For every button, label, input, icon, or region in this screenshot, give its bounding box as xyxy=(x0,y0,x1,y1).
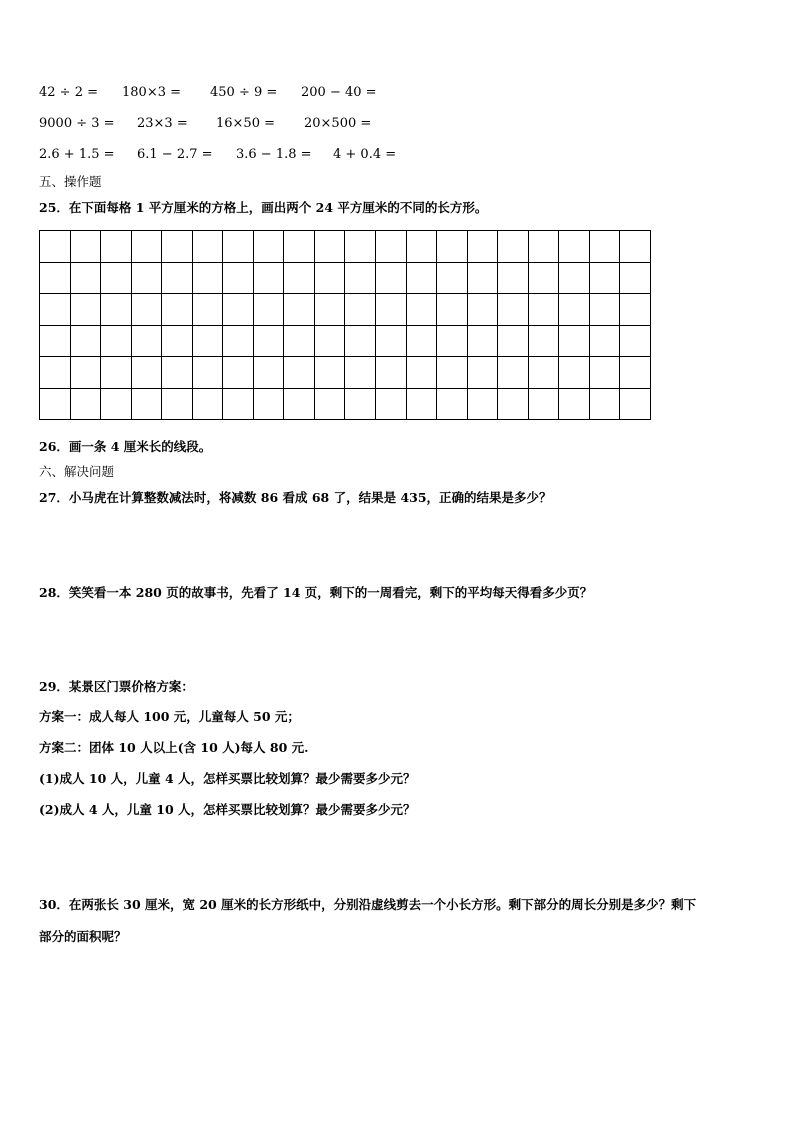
grid-cell[interactable] xyxy=(101,326,132,358)
grid-cell[interactable] xyxy=(193,357,224,389)
grid-cell[interactable] xyxy=(40,357,71,389)
grid-cell[interactable] xyxy=(376,263,407,295)
grid-cell[interactable] xyxy=(254,263,285,295)
grid-cell[interactable] xyxy=(315,326,346,358)
grid-cell[interactable] xyxy=(101,263,132,295)
grid-cell[interactable] xyxy=(498,389,529,421)
grid-cell[interactable] xyxy=(223,294,254,326)
calc-item: 9000 ÷ 3 = xyxy=(39,116,115,131)
grid-cell[interactable] xyxy=(40,294,71,326)
calc-item: 3.6 − 1.8 = xyxy=(236,147,312,162)
grid-cell[interactable] xyxy=(468,326,499,358)
grid-cell[interactable] xyxy=(284,294,315,326)
grid-cell[interactable] xyxy=(193,389,224,421)
grid-cell[interactable] xyxy=(590,357,621,389)
grid-cell[interactable] xyxy=(529,389,560,421)
grid-cell[interactable] xyxy=(468,294,499,326)
question-29-sub2: (2)成人 4 人，儿童 10 人，怎样买票比较划算？最少需要多少元？ xyxy=(39,802,416,817)
grid-cell[interactable] xyxy=(498,294,529,326)
grid-cell[interactable] xyxy=(620,263,651,295)
grid-cell[interactable] xyxy=(40,389,71,421)
grid-cell[interactable] xyxy=(132,326,163,358)
calc-item: 16×50 = xyxy=(216,116,276,131)
question-26: 26．画一条 4 厘米长的线段。 xyxy=(39,439,212,454)
grid-cell[interactable] xyxy=(40,231,71,263)
grid-cell[interactable] xyxy=(437,231,468,263)
grid-cell[interactable] xyxy=(162,389,193,421)
grid-cell[interactable] xyxy=(71,263,102,295)
grid-cell[interactable] xyxy=(345,326,376,358)
grid-cell[interactable] xyxy=(193,294,224,326)
grid-cell[interactable] xyxy=(590,263,621,295)
grid-cell[interactable] xyxy=(193,326,224,358)
grid-cell[interactable] xyxy=(315,294,346,326)
grid-cell[interactable] xyxy=(620,357,651,389)
calc-item: 180×3 = xyxy=(122,85,182,100)
grid-cell[interactable] xyxy=(162,231,193,263)
grid-cell[interactable] xyxy=(315,231,346,263)
grid-cell[interactable] xyxy=(132,263,163,295)
section-heading-5: 五、操作题 xyxy=(39,174,102,189)
question-29-title: 29．某景区门票价格方案： xyxy=(39,679,194,694)
grid-cell[interactable] xyxy=(71,326,102,358)
question-30-line2: 部分的面积呢？ xyxy=(39,929,127,944)
grid-cell[interactable] xyxy=(40,326,71,358)
calc-item: 20×500 = xyxy=(304,116,372,131)
grid-cell[interactable] xyxy=(284,389,315,421)
square-grid[interactable] xyxy=(39,230,651,420)
grid-cell[interactable] xyxy=(345,294,376,326)
grid-cell[interactable] xyxy=(284,357,315,389)
grid-cell[interactable] xyxy=(162,294,193,326)
question-27: 27．小马虎在计算整数减法时，将减数 86 看成 68 了，结果是 435，正确的结果是多少？ xyxy=(39,490,552,505)
calc-item: 200 − 40 = xyxy=(301,85,377,100)
grid-cell[interactable] xyxy=(468,357,499,389)
grid-cell[interactable] xyxy=(223,357,254,389)
grid-cell[interactable] xyxy=(559,389,590,421)
grid-cell[interactable] xyxy=(376,231,407,263)
grid-cell[interactable] xyxy=(376,294,407,326)
grid-cell[interactable] xyxy=(345,231,376,263)
calc-item: 2.6 + 1.5 = xyxy=(39,147,115,162)
grid-cell[interactable] xyxy=(223,326,254,358)
question-25: 25．在下面每格 1 平方厘米的方格上，画出两个 24 平方厘米的不同的长方形。 xyxy=(39,200,488,215)
grid-cell[interactable] xyxy=(559,326,590,358)
grid-cell[interactable] xyxy=(345,263,376,295)
grid-cell[interactable] xyxy=(101,231,132,263)
section-heading-6: 六、解决问题 xyxy=(39,464,115,479)
grid-cell[interactable] xyxy=(559,263,590,295)
grid-cell[interactable] xyxy=(376,326,407,358)
grid-cell[interactable] xyxy=(254,294,285,326)
grid-cell[interactable] xyxy=(254,357,285,389)
calc-item: 4 + 0.4 = xyxy=(333,147,397,162)
grid-cell[interactable] xyxy=(620,389,651,421)
grid-cell[interactable] xyxy=(71,231,102,263)
grid-cell[interactable] xyxy=(162,357,193,389)
grid-cell[interactable] xyxy=(407,263,438,295)
question-30-line1: 30．在两张长 30 厘米，宽 20 厘米的长方形纸中，分别沿虚线剪去一个小长方形。剩下部分的周长分别是多少？剩下 xyxy=(39,897,697,912)
grid-cell[interactable] xyxy=(223,263,254,295)
grid-cell[interactable] xyxy=(498,326,529,358)
grid-cell[interactable] xyxy=(468,231,499,263)
grid-cell[interactable] xyxy=(498,231,529,263)
grid-cell[interactable] xyxy=(559,357,590,389)
calc-item: 450 ÷ 9 = xyxy=(210,85,278,100)
grid-cell[interactable] xyxy=(437,389,468,421)
grid-cell[interactable] xyxy=(590,389,621,421)
grid-cell[interactable] xyxy=(407,326,438,358)
grid-cell[interactable] xyxy=(559,231,590,263)
grid-cell[interactable] xyxy=(315,357,346,389)
grid-cell[interactable] xyxy=(132,389,163,421)
grid-cell[interactable] xyxy=(468,389,499,421)
grid-cell[interactable] xyxy=(407,231,438,263)
grid-cell[interactable] xyxy=(254,231,285,263)
grid-cell[interactable] xyxy=(284,326,315,358)
grid-cell[interactable] xyxy=(254,326,285,358)
grid-cell[interactable] xyxy=(620,326,651,358)
calc-item: 6.1 − 2.7 = xyxy=(137,147,213,162)
grid-cell[interactable] xyxy=(315,389,346,421)
grid-cell[interactable] xyxy=(345,357,376,389)
grid-cell[interactable] xyxy=(437,263,468,295)
grid-cell[interactable] xyxy=(498,357,529,389)
grid-cell[interactable] xyxy=(132,357,163,389)
grid-cell[interactable] xyxy=(223,231,254,263)
grid-cell[interactable] xyxy=(254,389,285,421)
grid-cell[interactable] xyxy=(71,294,102,326)
grid-cell[interactable] xyxy=(529,357,560,389)
grid-cell[interactable] xyxy=(71,357,102,389)
grid-cell[interactable] xyxy=(590,231,621,263)
grid-cell[interactable] xyxy=(468,263,499,295)
question-29-plan2: 方案二：团体 10 人以上(含 10 人)每人 80 元. xyxy=(39,740,309,755)
grid-cell[interactable] xyxy=(437,357,468,389)
grid-cell[interactable] xyxy=(315,263,346,295)
grid-cell[interactable] xyxy=(71,389,102,421)
grid-cell[interactable] xyxy=(498,263,529,295)
grid-cell[interactable] xyxy=(590,294,621,326)
grid-cell[interactable] xyxy=(132,294,163,326)
grid-cell[interactable] xyxy=(376,389,407,421)
question-28: 28．笑笑看一本 280 页的故事书，先看了 14 页，剩下的一周看完，剩下的平均每天得看多少页？ xyxy=(39,585,593,600)
grid-cell[interactable] xyxy=(101,357,132,389)
grid-cell[interactable] xyxy=(407,389,438,421)
calc-item: 42 ÷ 2 = xyxy=(39,85,98,100)
grid-cell[interactable] xyxy=(437,294,468,326)
grid-cell[interactable] xyxy=(162,326,193,358)
grid-cell[interactable] xyxy=(162,263,193,295)
grid-cell[interactable] xyxy=(620,294,651,326)
grid-cell[interactable] xyxy=(376,357,407,389)
grid-cell[interactable] xyxy=(559,294,590,326)
grid-cell[interactable] xyxy=(620,231,651,263)
grid-cell[interactable] xyxy=(345,389,376,421)
grid-cell[interactable] xyxy=(529,231,560,263)
question-29-plan1: 方案一：成人每人 100 元，儿童每人 50 元； xyxy=(39,709,300,724)
grid-cell[interactable] xyxy=(590,326,621,358)
grid-cell[interactable] xyxy=(284,263,315,295)
grid-cell[interactable] xyxy=(529,263,560,295)
grid-cell[interactable] xyxy=(529,294,560,326)
grid-cell[interactable] xyxy=(437,326,468,358)
grid-cell[interactable] xyxy=(193,231,224,263)
grid-cell[interactable] xyxy=(529,326,560,358)
grid-cell[interactable] xyxy=(132,231,163,263)
grid-cell[interactable] xyxy=(193,263,224,295)
grid-cell[interactable] xyxy=(101,294,132,326)
question-29-sub1: (1)成人 10 人，儿童 4 人，怎样买票比较划算？最少需要多少元？ xyxy=(39,771,416,786)
grid-cell[interactable] xyxy=(40,263,71,295)
grid-cell[interactable] xyxy=(407,357,438,389)
calc-item: 23×3 = xyxy=(137,116,188,131)
grid-cell[interactable] xyxy=(223,389,254,421)
grid-cell[interactable] xyxy=(407,294,438,326)
grid-cell[interactable] xyxy=(101,389,132,421)
grid-cell[interactable] xyxy=(284,231,315,263)
